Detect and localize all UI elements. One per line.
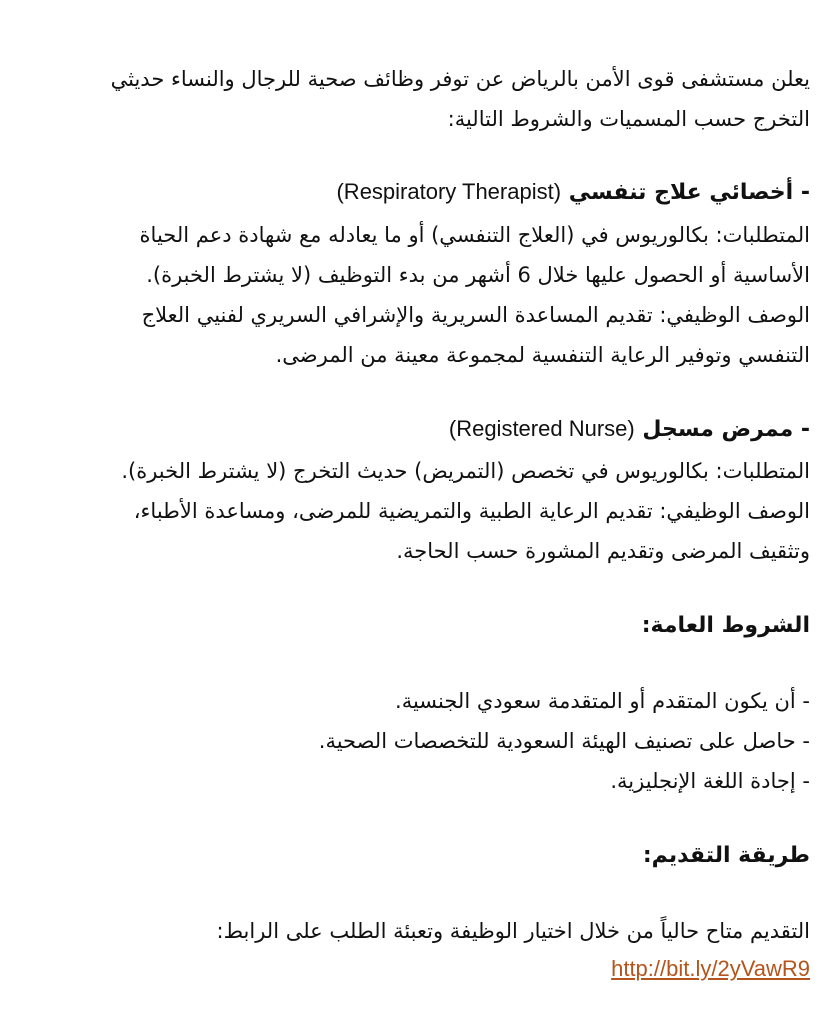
application-text: التقديم متاح حالياً من خلال اختيار الوظيفة وتعبئة الطلب على الرابط:: [216, 919, 810, 943]
job-description-line: الوصف الوظيفي: تقديم الرعاية الطبية والتمريضية للمرضى، ومساعدة الأطباء،: [133, 499, 810, 523]
job-title-en: (Respiratory Therapist): [336, 179, 562, 204]
job-description-line: التنفسي وتوفير الرعاية التنفسية لمجموعة معينة من المرضى.: [275, 343, 810, 367]
intro-line-1: يعلن مستشفى قوى الأمن بالرياض عن توفر وظائف صحية للرجال والنساء حديثي: [110, 67, 810, 91]
job-requirements-line: المتطلبات: بكالوريوس في تخصص (التمريض) حديث التخرج (لا يشترط الخبرة).: [121, 459, 810, 483]
job-title-ar: - ممرض مسجل: [642, 417, 810, 442]
job-description-line: وتثقيف المرضى وتقديم المشورة حسب الحاجة.: [396, 539, 810, 563]
application-heading: طريقة التقديم:: [642, 843, 810, 868]
application-link-line: [20, 953, 810, 985]
condition-item: - حاصل على تصنيف الهيئة السعودية للتخصصات الصحية.: [318, 729, 810, 753]
condition-item: - أن يكون المتقدم أو المتقدمة سعودي الجنسية.: [395, 689, 810, 713]
job-title-ar: - أخصائي علاج تنفسي: [568, 180, 810, 205]
job-description-line: الوصف الوظيفي: تقديم المساعدة السريرية والإشرافي السريري لفنيي العلاج: [141, 303, 810, 327]
job-title-registered-nurse: [20, 413, 810, 446]
job-title-en: (Registered Nurse): [448, 416, 635, 441]
condition-item: - إجادة اللغة الإنجليزية.: [610, 769, 810, 793]
intro-line-2: التخرج حسب المسميات والشروط التالية:: [447, 107, 810, 131]
general-conditions-heading: الشروط العامة:: [641, 613, 810, 638]
job-requirements-line: الأساسية أو الحصول عليها خلال 6 أشهر من بدء التوظيف (لا يشترط الخبرة).: [146, 263, 810, 287]
job-requirements-line: المتطلبات: بكالوريوس في (العلاج التنفسي) أو ما يعادله مع شهادة دعم الحياة: [139, 223, 810, 247]
job-title-respiratory-therapist: [20, 176, 810, 209]
application-link[interactable]: http://bit.ly/2yVawR9: [611, 956, 810, 981]
